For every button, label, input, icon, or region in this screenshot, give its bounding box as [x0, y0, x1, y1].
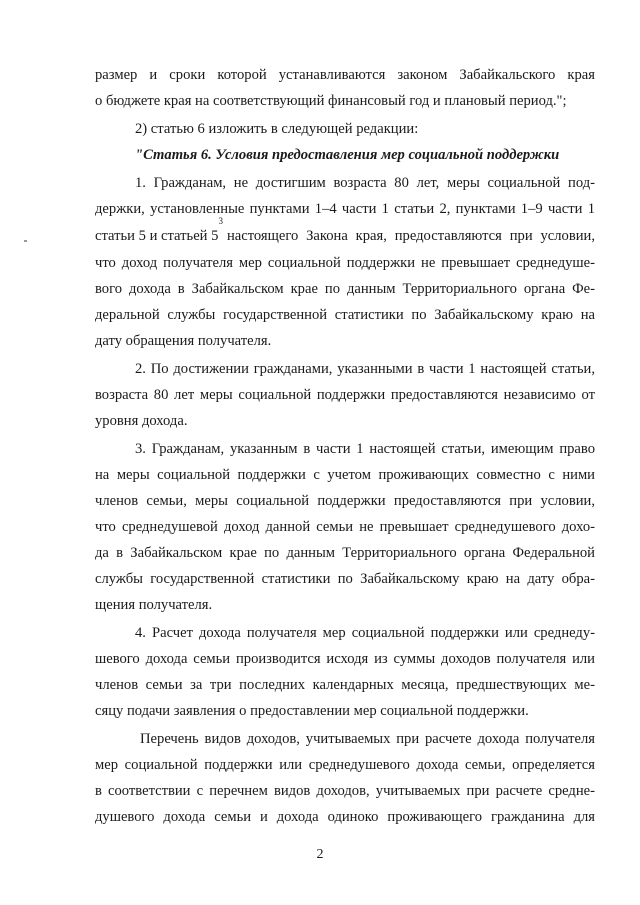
text-line: службы государственной статистики по Забайкальскому краю на дату обра- — [95, 571, 595, 587]
text-line: да в Забайкальском крае по данным Территориального органа Федеральной — [95, 545, 595, 561]
text-line: сяцу подачи заявления о предоставлении мер социальной поддержки. — [95, 703, 529, 719]
text-line: возраста 80 лет меры социальной поддержки предоставляются независимо от — [95, 387, 595, 403]
text-line: щения получателя. — [95, 597, 213, 613]
article-heading: "Статья 6. Условия предоставления мер социальной поддержки — [135, 147, 560, 163]
text-line-with-superscript — [95, 216, 595, 249]
text-line: мер социальной поддержки или среднедушевого дохода семьи, определяется — [95, 757, 595, 773]
margin-mark — [24, 240, 27, 242]
text-line: на меры социальной поддержки с учетом проживающих совместно с ними — [95, 467, 595, 483]
text-line: шевого дохода семьи производится исходя из суммы доходов получателя или — [95, 651, 595, 667]
text-line: душевого дохода семьи и дохода одиноко проживающего гражданина для — [95, 809, 595, 825]
page-number: 2 — [316, 847, 324, 862]
text-line: деральной службы государственной статистики по Забайкальскому краю на — [95, 307, 595, 323]
text-line: членов семьи за три последних календарных месяца, предшествующих ме- — [95, 677, 595, 693]
text-segment: настоящего Закона края, предоставляются при условии, — [226, 228, 595, 244]
text-line: что доход получателя мер социальной поддержки не превышает среднедуше- — [95, 255, 595, 271]
text-line: в соответствии с перечнем видов доходов, учитываемых при расчете средне- — [95, 783, 595, 799]
text-line: 2) статью 6 изложить в следующей редакции: — [135, 121, 419, 137]
text-line: уровня дохода. — [95, 413, 188, 429]
text-line: Перечень видов доходов, учитываемых при расчете дохода получателя — [140, 731, 595, 747]
text-line: держки, установленные пунктами 1–4 части 1 статьи 2, пунктами 1–9 части 1 — [95, 201, 595, 217]
text-segment: статьи 5 и статьей 5 — [95, 228, 219, 244]
superscript: 3 — [218, 216, 223, 226]
text-line: размер и сроки которой устанавливаются законом Забайкальского края — [95, 67, 595, 83]
text-line: 4. Расчет дохода получателя мер социальной поддержки или среднеду- — [135, 625, 595, 641]
text-line: о бюджете края на соответствующий финансовый год и плановый период."; — [95, 93, 567, 109]
text-line: вого дохода в Забайкальском крае по данным Территориального органа Фе- — [95, 281, 595, 297]
text-line: членов семьи, меры социальной поддержки предоставляются при условии, — [95, 493, 595, 509]
text-line: 1. Гражданам, не достигшим возраста 80 лет, меры социальной под- — [135, 175, 595, 191]
text-line: 2. По достижении гражданами, указанными в части 1 настоящей статьи, — [135, 361, 595, 377]
text-line: дату обращения получателя. — [95, 333, 272, 349]
text-line: что среднедушевой доход данной семьи не превышает среднедушевого дохо- — [95, 519, 595, 535]
text-line: 3. Гражданам, указанным в части 1 настоящей статьи, имеющим право — [135, 441, 595, 457]
